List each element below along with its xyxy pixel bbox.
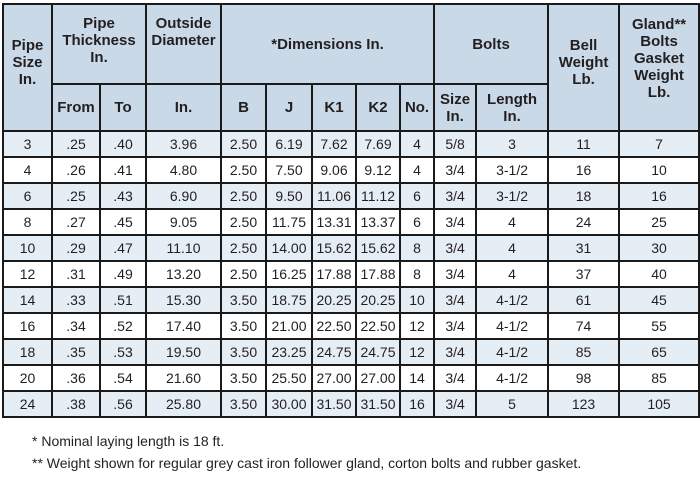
- table-cell: 20: [3, 365, 52, 391]
- table-cell: 3-1/2: [476, 157, 548, 183]
- table-cell: 9.12: [356, 157, 400, 183]
- table-cell: 61: [548, 287, 619, 313]
- table-cell: 4-1/2: [476, 365, 548, 391]
- table-cell: 18.75: [266, 287, 312, 313]
- table-cell: 3/4: [434, 339, 476, 365]
- table-cell: 16.25: [266, 261, 312, 287]
- table-cell: 37: [548, 261, 619, 287]
- table-cell: 15.62: [356, 235, 400, 261]
- table-cell: 30: [619, 235, 699, 261]
- table-cell: 8: [400, 235, 434, 261]
- table-cell: .36: [52, 365, 100, 391]
- table-row: [3, 235, 699, 261]
- table-cell: 8: [400, 261, 434, 287]
- table-cell: 4: [400, 131, 434, 157]
- table-cell: 105: [619, 391, 699, 417]
- table-cell: 11.12: [356, 183, 400, 209]
- table-cell: 6.19: [266, 131, 312, 157]
- table-cell: 9.06: [312, 157, 356, 183]
- table-cell: 22.50: [312, 313, 356, 339]
- table-cell: 3/4: [434, 365, 476, 391]
- table-cell: 14.00: [266, 235, 312, 261]
- table-cell: 10: [619, 157, 699, 183]
- table-cell: 30.00: [266, 391, 312, 417]
- table-cell: 22.50: [356, 313, 400, 339]
- table-cell: 2.50: [221, 261, 266, 287]
- footnote-laying-length: * Nominal laying length is 18 ft.: [32, 433, 225, 449]
- table-cell: 2.50: [221, 209, 266, 235]
- footnotes: [2, 430, 698, 474]
- table-cell: 13.31: [312, 209, 356, 235]
- table-cell: 3/4: [434, 183, 476, 209]
- table-cell: .49: [100, 261, 146, 287]
- table-cell: 17.40: [146, 313, 221, 339]
- table-cell: 4: [476, 209, 548, 235]
- table-row: [3, 131, 699, 157]
- table-cell: .27: [52, 209, 100, 235]
- header-od-unit: In.: [146, 84, 221, 131]
- header-bell-weight: Bell Weight Lb.: [548, 4, 619, 131]
- table-row: [3, 391, 699, 417]
- table-cell: 21.00: [266, 313, 312, 339]
- table-cell: 16: [548, 157, 619, 183]
- table-cell: 12: [3, 261, 52, 287]
- table-cell: .56: [100, 391, 146, 417]
- footnote-weight: ** Weight shown for regular grey cast iron follower gland, corton bolts and rubber gasket.: [32, 455, 582, 471]
- header-bolt-length: Length In.: [476, 84, 548, 131]
- table-cell: 27.00: [312, 365, 356, 391]
- table-row: [3, 261, 699, 287]
- table-cell: 5/8: [434, 131, 476, 157]
- table-cell: 16: [3, 313, 52, 339]
- table-cell: 11: [548, 131, 619, 157]
- table-row: [3, 157, 699, 183]
- table-row: [3, 287, 699, 313]
- table-cell: .40: [100, 131, 146, 157]
- table-cell: 12: [400, 339, 434, 365]
- table-cell: 3/4: [434, 313, 476, 339]
- table-cell: .31: [52, 261, 100, 287]
- table-cell: 21.60: [146, 365, 221, 391]
- header-pipe-size: Pipe Size In.: [3, 4, 52, 131]
- header-k2: K2: [356, 84, 400, 131]
- table-cell: 25: [619, 209, 699, 235]
- table-cell: .47: [100, 235, 146, 261]
- table-cell: 24: [548, 209, 619, 235]
- table-cell: 12: [400, 313, 434, 339]
- table-cell: 2.50: [221, 157, 266, 183]
- table-cell: 25.80: [146, 391, 221, 417]
- table-cell: .35: [52, 339, 100, 365]
- table-cell: .41: [100, 157, 146, 183]
- table-cell: 31.50: [356, 391, 400, 417]
- header-k1: K1: [312, 84, 356, 131]
- table-cell: 13.37: [356, 209, 400, 235]
- table-cell: 2.50: [221, 183, 266, 209]
- table-cell: 6: [3, 183, 52, 209]
- table-cell: 6: [400, 183, 434, 209]
- table-cell: 65: [619, 339, 699, 365]
- table-cell: 6.90: [146, 183, 221, 209]
- table-cell: 3.50: [221, 365, 266, 391]
- table-cell: 4-1/2: [476, 339, 548, 365]
- table-cell: .25: [52, 131, 100, 157]
- table-cell: 3: [3, 131, 52, 157]
- table-cell: 3.50: [221, 339, 266, 365]
- table-row: [3, 313, 699, 339]
- table-cell: 3.50: [221, 287, 266, 313]
- table-cell: 11.75: [266, 209, 312, 235]
- table-cell: 3.96: [146, 131, 221, 157]
- table-cell: 15.30: [146, 287, 221, 313]
- table-cell: 18: [548, 183, 619, 209]
- table-cell: 16: [400, 391, 434, 417]
- table-cell: 55: [619, 313, 699, 339]
- table-cell: 24.75: [312, 339, 356, 365]
- header-gland-bolts-gasket-weight: Gland** Bolts Gasket Weight Lb.: [619, 4, 699, 131]
- table-cell: 25.50: [266, 365, 312, 391]
- table-cell: 3.50: [221, 391, 266, 417]
- table-cell: 3/4: [434, 261, 476, 287]
- table-cell: 85: [619, 365, 699, 391]
- header-no: No.: [400, 84, 434, 131]
- table-cell: 24: [3, 391, 52, 417]
- table-cell: 4: [476, 235, 548, 261]
- table-cell: 8: [3, 209, 52, 235]
- table-cell: 98: [548, 365, 619, 391]
- table-cell: .25: [52, 183, 100, 209]
- table-cell: .54: [100, 365, 146, 391]
- table-cell: 3/4: [434, 391, 476, 417]
- table-cell: 45: [619, 287, 699, 313]
- header-dimensions: *Dimensions In.: [221, 4, 434, 84]
- table-row: [3, 209, 699, 235]
- table-cell: 31.50: [312, 391, 356, 417]
- table-cell: 3-1/2: [476, 183, 548, 209]
- table-cell: 7.50: [266, 157, 312, 183]
- table-cell: 7: [619, 131, 699, 157]
- table-cell: 7.69: [356, 131, 400, 157]
- table-cell: 9.50: [266, 183, 312, 209]
- header-from: From: [52, 84, 100, 131]
- table-cell: 19.50: [146, 339, 221, 365]
- table-cell: 15.62: [312, 235, 356, 261]
- table-cell: 23.25: [266, 339, 312, 365]
- table-cell: 3.50: [221, 313, 266, 339]
- spec-sheet: [2, 3, 698, 474]
- header-j: J: [266, 84, 312, 131]
- table-cell: 5: [476, 391, 548, 417]
- table-cell: 4.80: [146, 157, 221, 183]
- table-cell: 4: [400, 157, 434, 183]
- table-cell: .29: [52, 235, 100, 261]
- table-cell: .33: [52, 287, 100, 313]
- header-pipe-thickness: Pipe Thickness In.: [52, 4, 146, 84]
- table-cell: .34: [52, 313, 100, 339]
- table-cell: .43: [100, 183, 146, 209]
- table-cell: .38: [52, 391, 100, 417]
- table-cell: 2.50: [221, 131, 266, 157]
- table-cell: 7.62: [312, 131, 356, 157]
- table-cell: .52: [100, 313, 146, 339]
- table-row: [3, 183, 699, 209]
- table-cell: 6: [400, 209, 434, 235]
- table-cell: 123: [548, 391, 619, 417]
- table-cell: 3/4: [434, 157, 476, 183]
- table-cell: 11.10: [146, 235, 221, 261]
- table-cell: 20.25: [312, 287, 356, 313]
- table-cell: 4-1/2: [476, 287, 548, 313]
- table-cell: 14: [400, 365, 434, 391]
- table-body: [3, 131, 699, 417]
- table-row: [3, 365, 699, 391]
- table-cell: 3/4: [434, 287, 476, 313]
- header-bolts: Bolts: [434, 4, 548, 84]
- table-cell: .53: [100, 339, 146, 365]
- table-cell: .51: [100, 287, 146, 313]
- table-cell: .45: [100, 209, 146, 235]
- table-cell: 4: [476, 261, 548, 287]
- table-cell: 13.20: [146, 261, 221, 287]
- header-outside-diameter: Outside Diameter: [146, 4, 221, 84]
- table-cell: 16: [619, 183, 699, 209]
- header-to: To: [100, 84, 146, 131]
- table-cell: 74: [548, 313, 619, 339]
- header-b: B: [221, 84, 266, 131]
- table-row: [3, 339, 699, 365]
- table-cell: 20.25: [356, 287, 400, 313]
- table-cell: 10: [3, 235, 52, 261]
- table-cell: 85: [548, 339, 619, 365]
- pipe-dimensions-table: [2, 3, 700, 418]
- table-cell: 14: [3, 287, 52, 313]
- table-cell: 3: [476, 131, 548, 157]
- table-cell: 18: [3, 339, 52, 365]
- table-cell: 4-1/2: [476, 313, 548, 339]
- table-cell: 3/4: [434, 209, 476, 235]
- table-cell: 27.00: [356, 365, 400, 391]
- table-cell: 24.75: [356, 339, 400, 365]
- table-cell: 17.88: [312, 261, 356, 287]
- table-cell: 4: [3, 157, 52, 183]
- header-row-1: [3, 4, 699, 84]
- table-cell: 40: [619, 261, 699, 287]
- table-cell: 17.88: [356, 261, 400, 287]
- table-cell: 31: [548, 235, 619, 261]
- table-cell: 3/4: [434, 235, 476, 261]
- table-cell: 2.50: [221, 235, 266, 261]
- table-cell: 11.06: [312, 183, 356, 209]
- table-cell: 10: [400, 287, 434, 313]
- header-bolt-size: Size In.: [434, 84, 476, 131]
- table-cell: 9.05: [146, 209, 221, 235]
- table-cell: .26: [52, 157, 100, 183]
